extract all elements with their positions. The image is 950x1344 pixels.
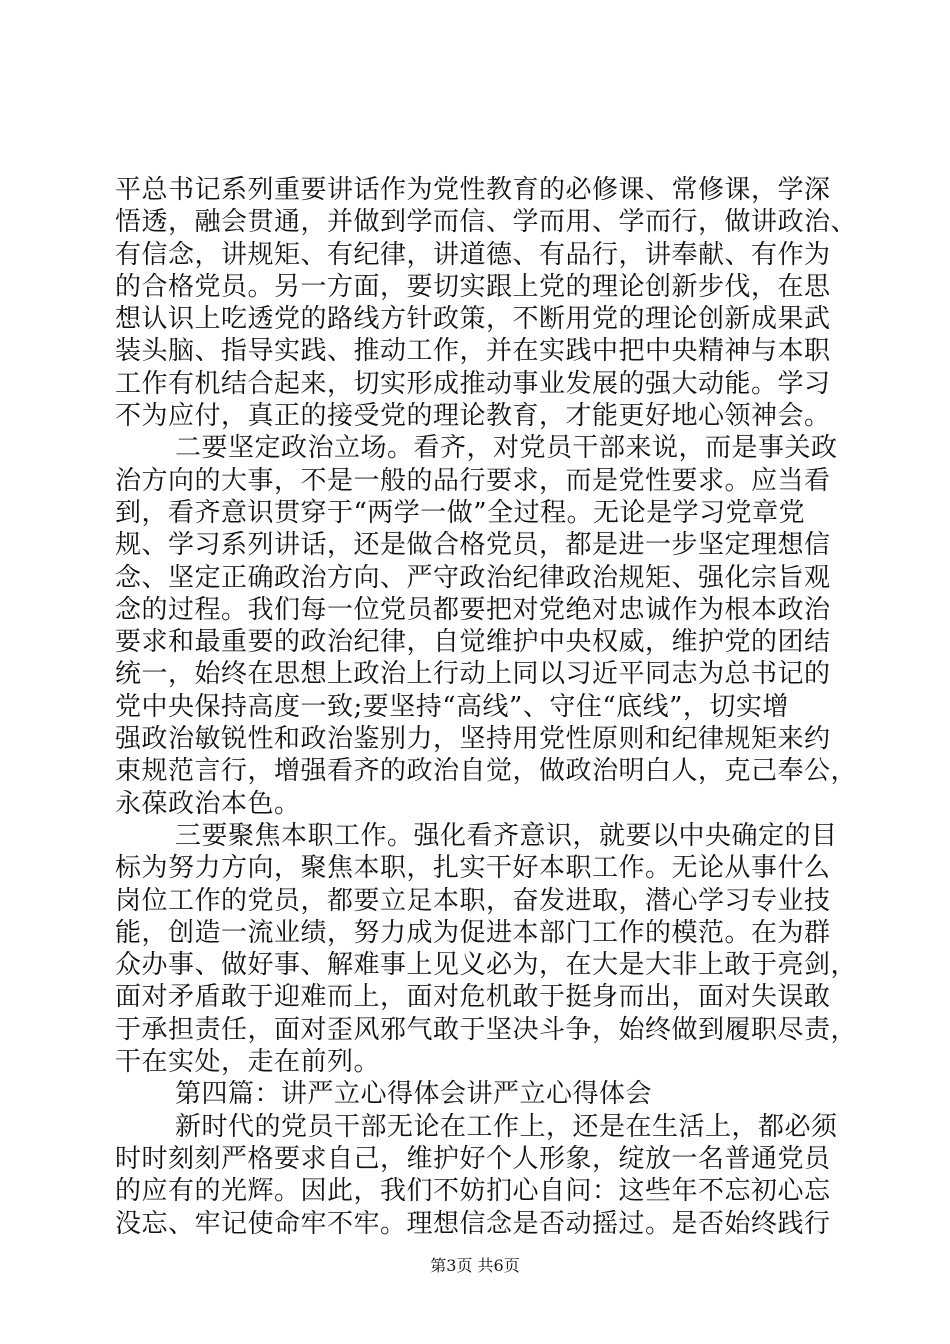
text-line: 想认识上吃透党的路线方针政策，不断用党的理论创新成果武 bbox=[115, 304, 831, 335]
text-line: 念、坚定正确政治方向、严守政治纪律政治规矩、强化宗旨观 bbox=[115, 562, 831, 593]
text-line: 干在实处，走在前列。 bbox=[115, 1047, 381, 1078]
text-line: 束规范言行，增强看齐的政治自觉，做政治明白人，克己奉公， bbox=[115, 756, 858, 787]
text-line: 不为应付，真正的接受党的理论教育，才能更好地心领神会。 bbox=[115, 401, 831, 432]
text-line: 众办事、做好事、解难事上见义必为，在大是大非上敢于亮剑， bbox=[115, 950, 858, 981]
text-line: 装头脑、指导实践、推动工作，并在实践中把中央精神与本职 bbox=[115, 336, 831, 367]
text-line: 工作有机结合起来，切实形成推动事业发展的强大动能。学习 bbox=[115, 368, 831, 399]
text-line: 统一，始终在思想上政治上行动上同以习近平同志为总书记的 bbox=[115, 659, 831, 690]
text-line: 的合格党员。另一方面，要切实跟上党的理论创新步伐，在思 bbox=[115, 271, 831, 302]
paragraph-start-line: 新时代的党员干部无论在工作上，还是在生活上，都必须 bbox=[175, 1111, 838, 1142]
text-line: 岗位工作的党员，都要立足本职，奋发进取，潜心学习专业技 bbox=[115, 885, 831, 916]
text-line: 念的过程。我们每一位党员都要把对党绝对忠诚作为根本政治 bbox=[115, 594, 831, 625]
paragraph-start-line: 三要聚焦本职工作。强化看齐意识，就要以中央确定的目 bbox=[175, 820, 838, 851]
text-line: 治方向的大事，不是一般的品行要求，而是党性要求。应当看 bbox=[115, 465, 831, 496]
text-line: 强政治敏锐性和政治鉴别力，坚持用党性原则和纪律规矩来约 bbox=[115, 724, 831, 755]
text-line: 于承担责任，面对歪风邪气敢于坚决斗争，始终做到履职尽责， bbox=[115, 1014, 858, 1045]
text-line: 时时刻刻严格要求自己，维护好个人形象，绽放一名普通党员 bbox=[115, 1143, 831, 1174]
text-line: 到，看齐意识贯穿于“两学一做”全过程。无论是学习党章党 bbox=[115, 497, 806, 528]
text-line: 要求和最重要的政治纪律，自觉维护中央权威，维护党的团结 bbox=[115, 627, 831, 658]
text-line: 悟透，融会贯通，并做到学而信、学而用、学而行，做讲政治、 bbox=[115, 207, 858, 238]
text-line: 规、学习系列讲话，还是做合格党员，都是进一步坚定理想信 bbox=[115, 530, 831, 561]
page-number-label: 第3页 共6页 bbox=[430, 1256, 520, 1275]
text-line: 能，创造一流业绩，努力成为促进本部门工作的模范。在为群 bbox=[115, 917, 831, 948]
text-line: 党中央保持高度一致;要坚持“高线”、守住“底线”，切实增 bbox=[115, 691, 789, 722]
text-line: 平总书记系列重要讲话作为党性教育的必修课、常修课，学深 bbox=[115, 175, 831, 205]
body-text bbox=[115, 174, 858, 1240]
text-line: 没忘、牢记使命牢不牢。理想信念是否动摇过。是否始终践行 bbox=[115, 1208, 831, 1239]
section-heading: 第四篇：讲严立心得体会讲严立心得体会 bbox=[175, 1079, 653, 1110]
paragraph-start-line: 二要坚定政治立场。看齐，对党员干部来说，而是事关政 bbox=[175, 433, 838, 464]
text-line: 的应有的光辉。因此，我们不妨扪心自问：这些年不忘初心忘 bbox=[115, 1176, 831, 1207]
text-line: 标为努力方向，聚焦本职，扎实干好本职工作。无论从事什么 bbox=[115, 853, 831, 884]
text-line: 有信念，讲规矩、有纪律，讲道德、有品行，讲奉献、有作为 bbox=[115, 239, 831, 270]
text-line: 永葆政治本色。 bbox=[115, 788, 301, 819]
page-footer bbox=[0, 1256, 950, 1276]
text-line: 面对矛盾敢于迎难而上，面对危机敢于挺身而出，面对失误敢 bbox=[115, 982, 831, 1013]
